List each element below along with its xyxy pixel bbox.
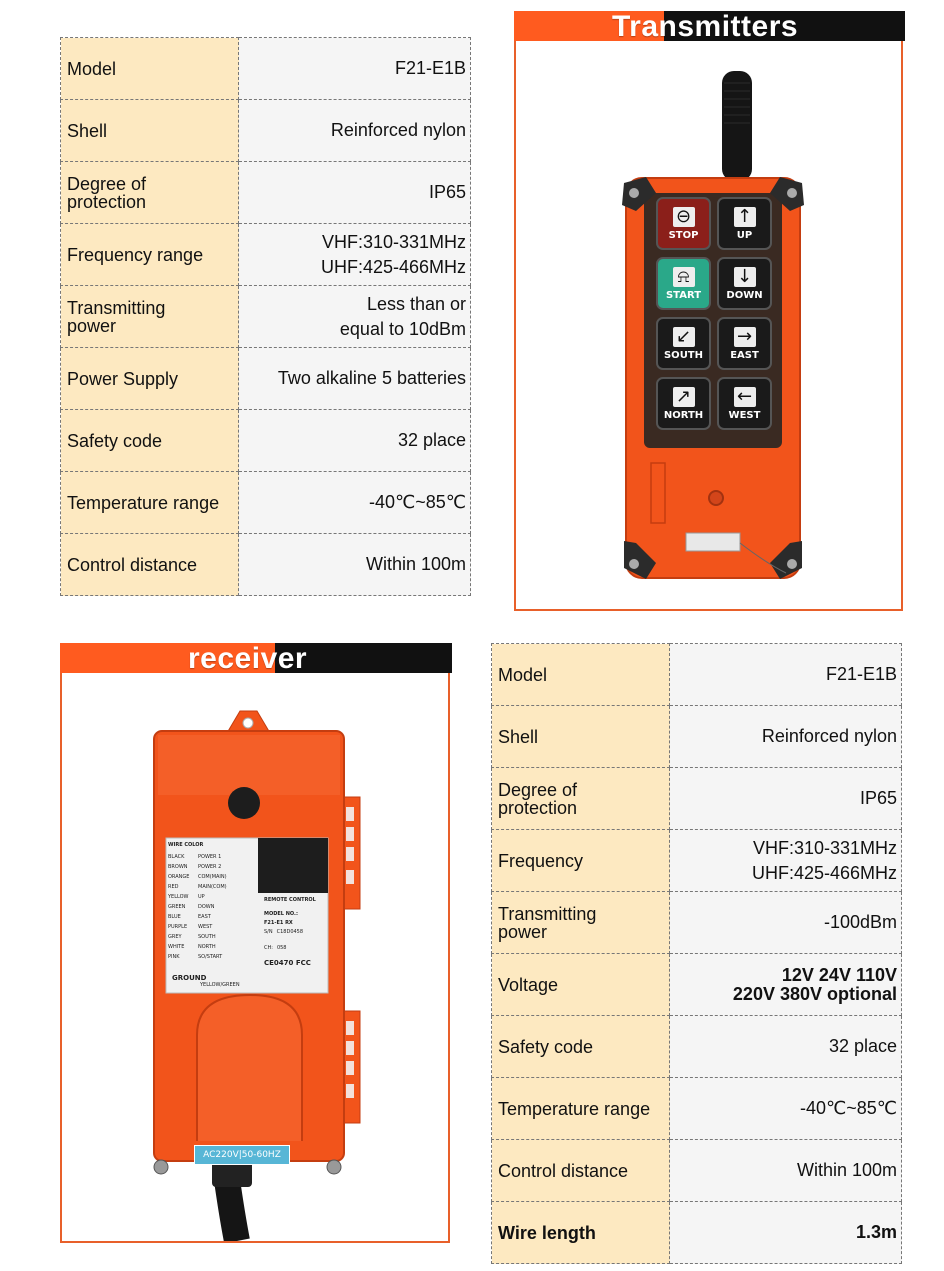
- stop-button[interactable]: [656, 197, 711, 250]
- spec-value: -100dBm: [670, 892, 902, 954]
- ground-text: GROUND: [172, 974, 207, 982]
- wire-color: BLACK: [168, 854, 185, 860]
- arrow-down-icon: ↓: [734, 267, 756, 287]
- spec-label: Wire length: [492, 1202, 670, 1264]
- table-row: [492, 644, 902, 706]
- screw: [629, 188, 639, 198]
- wire-row: [168, 864, 263, 874]
- spec-value: IP65: [670, 768, 902, 830]
- wire-color: YELLOW: [168, 894, 189, 900]
- wire-row: [168, 954, 263, 964]
- button-label: SOUTH: [663, 349, 703, 361]
- west-button[interactable]: [717, 377, 772, 430]
- button-label: STOP: [668, 229, 699, 241]
- table-row: [492, 1016, 902, 1078]
- antenna: [722, 71, 752, 181]
- sn-value: C18D0458: [276, 929, 304, 935]
- wire-row: [168, 914, 263, 924]
- button-label: NORTH: [663, 409, 704, 421]
- spec-value: Reinforced nylon: [670, 706, 902, 768]
- spec-label: Degree of protection: [492, 768, 670, 830]
- receiver-panel: [60, 643, 450, 1243]
- spec-label: Degree of protection: [61, 162, 239, 224]
- wire-color-list: [168, 842, 263, 992]
- spec-value: Within 100m: [670, 1140, 902, 1202]
- arrow-southwest-icon: ↙: [673, 327, 695, 347]
- wire-function: MAIN(COM): [198, 884, 227, 890]
- wire-row: [168, 884, 263, 894]
- button-label: START: [665, 289, 702, 301]
- spec-value: IP65: [239, 162, 471, 224]
- up-button[interactable]: [717, 197, 772, 250]
- wire-color: BLUE: [168, 914, 181, 920]
- screw: [787, 559, 797, 569]
- remote-button-grid: [656, 197, 772, 430]
- screw: [154, 1160, 168, 1174]
- wire-function: POWER 2: [198, 864, 222, 870]
- table-row: [61, 38, 471, 100]
- screw: [787, 188, 797, 198]
- spec-label: Model: [61, 38, 239, 100]
- wire-row: [168, 894, 263, 904]
- table-row: [492, 1078, 902, 1140]
- wire-row: [168, 934, 263, 944]
- wire-function: SO/START: [198, 954, 223, 960]
- spec-label: Model: [492, 644, 670, 706]
- table-row: [492, 1202, 902, 1264]
- table-row: [492, 892, 902, 954]
- wire-color: BROWN: [168, 864, 188, 870]
- button-label: UP: [736, 229, 753, 241]
- table-row: [492, 768, 902, 830]
- table-row: [61, 162, 471, 224]
- wire-function: NORTH: [198, 944, 216, 950]
- spec-value: 32 place: [670, 1016, 902, 1078]
- power-button: [228, 787, 260, 819]
- spec-value: VHF:310-331MHz UHF:425-466MHz: [239, 224, 471, 286]
- wire-function: UP: [198, 894, 205, 900]
- voltage-sticker: AC220V|50-60HZ: [194, 1145, 290, 1165]
- model-value: F21-E1 RX: [264, 920, 293, 926]
- spec-value: Within 100m: [239, 534, 471, 596]
- spec-label: Control distance: [61, 534, 239, 596]
- north-button[interactable]: [656, 377, 711, 430]
- down-button[interactable]: [717, 257, 772, 310]
- button-label: DOWN: [726, 289, 763, 301]
- ch-value: 058: [276, 945, 287, 951]
- table-row: [492, 954, 902, 1016]
- wire-function: POWER 1: [198, 854, 222, 860]
- transmitter-panel: [514, 11, 903, 611]
- wire-color: GREEN: [168, 904, 186, 910]
- spec-label: Power Supply: [61, 348, 239, 410]
- arrow-northeast-icon: ↗: [673, 387, 695, 407]
- start-button[interactable]: [656, 257, 711, 310]
- wire-row: [168, 904, 263, 914]
- ground-subtext: YELLOW/GREEN: [200, 982, 240, 988]
- terminal-cover: [197, 995, 302, 1143]
- wire-color: PURPLE: [168, 924, 188, 930]
- table-row: [492, 706, 902, 768]
- table-row: [492, 830, 902, 892]
- spec-value: 1.3m: [670, 1202, 902, 1264]
- spec-label: Shell: [61, 100, 239, 162]
- wire-function: COM(MAIN): [198, 874, 227, 880]
- table-row: [61, 286, 471, 348]
- table-row: [61, 410, 471, 472]
- spec-value: F21-E1B: [239, 38, 471, 100]
- wire-color: WHITE: [168, 944, 185, 950]
- spec-label: Safety code: [492, 1016, 670, 1078]
- wire-row: [168, 854, 263, 864]
- spec-label: Transmitting power: [61, 286, 239, 348]
- bell-icon: ⍾: [673, 267, 695, 287]
- transmitter-spec-table: [60, 37, 471, 596]
- spec-value: Two alkaline 5 batteries: [239, 348, 471, 410]
- wire-row: [168, 944, 263, 954]
- spec-label: Shell: [492, 706, 670, 768]
- spec-label: Voltage: [492, 954, 670, 1016]
- spec-value: Reinforced nylon: [239, 100, 471, 162]
- wire-function: WEST: [198, 924, 213, 930]
- wire-color-heading: WIRE COLOR: [168, 842, 204, 848]
- wire-function: DOWN: [198, 904, 215, 910]
- spec-label: Temperature range: [61, 472, 239, 534]
- table-row: [492, 1140, 902, 1202]
- table-row: [61, 534, 471, 596]
- model-no-label: MODEL NO.:: [264, 911, 298, 917]
- wire-function: EAST: [198, 914, 211, 920]
- arrow-left-icon: ←: [734, 387, 756, 407]
- stop-icon: ⊖: [673, 207, 695, 227]
- ch-label: CH:: [264, 945, 273, 951]
- receiver-top-ridge: [158, 735, 340, 795]
- wire-function: SOUTH: [198, 934, 216, 940]
- table-row: [61, 472, 471, 534]
- remote-control-heading: REMOTE CONTROL: [264, 897, 316, 903]
- key-switch: [686, 533, 740, 551]
- wire-color: RED: [168, 884, 179, 890]
- sn-label: S/N: [264, 929, 273, 935]
- spec-label: Transmitting power: [492, 892, 670, 954]
- wire-rows: [168, 854, 263, 964]
- spec-value: F21-E1B: [670, 644, 902, 706]
- spec-label: Frequency range: [61, 224, 239, 286]
- east-button[interactable]: [717, 317, 772, 370]
- table-row: [61, 224, 471, 286]
- label-card-black-area: [258, 838, 328, 893]
- spec-label: Safety code: [61, 410, 239, 472]
- arrow-right-icon: →: [734, 327, 756, 347]
- cable: [227, 1180, 237, 1241]
- button-label: EAST: [730, 349, 759, 361]
- spec-value: VHF:310-331MHz UHF:425-466MHz: [670, 830, 902, 892]
- certification-marks: CE0470 FCC: [264, 959, 311, 967]
- screw: [629, 559, 639, 569]
- spec-label: Control distance: [492, 1140, 670, 1202]
- screw: [327, 1160, 341, 1174]
- receiver-panel-title: receiver: [188, 642, 308, 675]
- arrow-up-icon: ↑: [734, 207, 756, 227]
- spec-value: -40℃~85℃: [239, 472, 471, 534]
- button-label: WEST: [728, 409, 761, 421]
- spec-label: Frequency: [492, 830, 670, 892]
- spec-value: Less than or equal to 10dBm: [239, 286, 471, 348]
- table-row: [61, 348, 471, 410]
- spec-value: -40℃~85℃: [670, 1078, 902, 1140]
- spec-value: 12V 24V 110V 220V 380V optional: [670, 954, 902, 1016]
- south-button[interactable]: [656, 317, 711, 370]
- wire-color: GREY: [168, 934, 182, 940]
- transmitter-panel-title: Transmitters: [612, 10, 799, 43]
- ground-label: [172, 974, 240, 988]
- table-row: [61, 100, 471, 162]
- wire-color: PINK: [168, 954, 180, 960]
- receiver-spec-table: [491, 643, 902, 1264]
- spec-label: Temperature range: [492, 1078, 670, 1140]
- mounting-hole: [243, 718, 253, 728]
- wire-row: [168, 924, 263, 934]
- indicator-led: [709, 491, 723, 505]
- wire-row: [168, 874, 263, 884]
- spec-value: 32 place: [239, 410, 471, 472]
- label-card-info: [264, 897, 328, 967]
- wire-color: ORANGE: [168, 874, 190, 880]
